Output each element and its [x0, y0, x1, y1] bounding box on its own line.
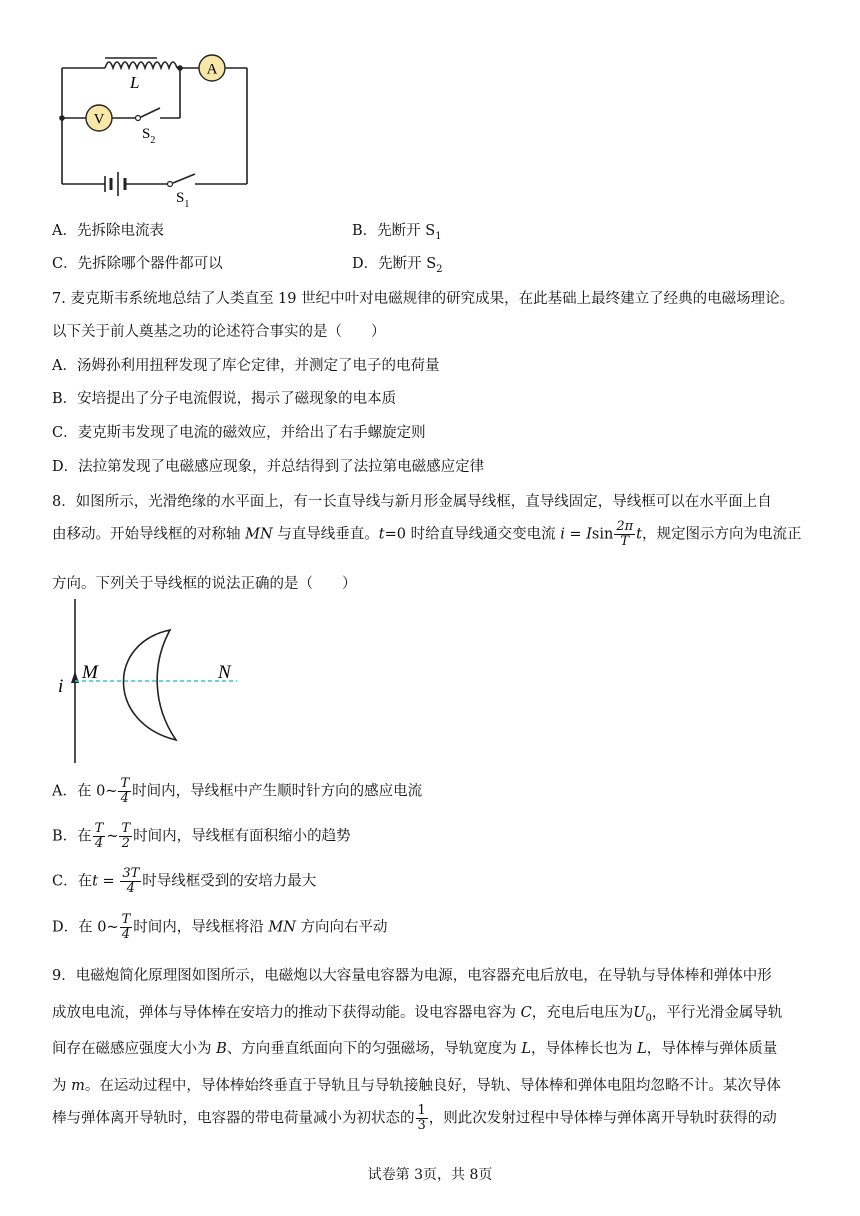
q8-stem-line3: 方向。下列关于导线框的说法正确的是（ ） [52, 576, 357, 592]
q7-option-b: B．安培提出了分子电流假说，揭示了磁现象的电本质 [52, 391, 397, 407]
q9-line4: 为 m。在运动过程中，导体棒始终垂直于导轨且与导轨接触良好，导轨、导体棒和弹体电阻均忽略不计。某次导体 [52, 1078, 781, 1094]
svg-text:i: i [58, 676, 64, 697]
q7-stem-line1: 7. 麦克斯韦系统地总结了人类直至 19 世纪中叶对电磁规律的研究成果，在此基础上最终建立了经典的电磁场理论。 [52, 291, 795, 307]
circuit-diagram [50, 48, 260, 208]
q8-stem-line1: 8．如图所示，光滑绝缘的水平面上，有一长直导线与新月形金属导线框，直导线固定，导线框可以在水平面上自 [52, 494, 772, 510]
crescent-loop-diagram [52, 595, 252, 770]
q7-stem-line2: 以下关于前人奠基之功的论述符合事实的是（ ） [52, 324, 386, 340]
q6-option-a: A．先拆除电流表 [52, 223, 164, 239]
svg-text:S2: $S_2$ [142, 126, 156, 146]
q9-line1: 9．电磁炮简化原理图如图所示，电磁炮以大容量电容器为电源，电容器充电后放电，在导轨与导体棒和弹体中形 [52, 968, 772, 984]
svg-text:N: N [218, 662, 231, 683]
q6-option-b: B．先断开 $S_1$ [352, 223, 442, 242]
q7-option-a: A．汤姆孙利用扭秤发现了库仑定律，并测定了电子的电荷量 [52, 358, 440, 374]
q8-option-b: B．在 $\frac{T}{4}$ ~ $\frac{T}{2}$ 时间内，导线框有面积缩小的趋势 [52, 821, 351, 851]
q8-option-d: D．在 0~ $\frac{T}{4}$ 时间内，导线框将沿 MN 方向向右平动 [52, 912, 388, 942]
q9-line2: 成放电电流，弹体与导体棒在安培力的推动下获得动能。设电容器电容为 C，充电后电压为$U_0$，平行光滑金属导轨 [52, 1005, 783, 1024]
q8-option-c: C．在t = $\frac{3T}{4}$ 时导线框受到的安培力最大 [52, 866, 317, 896]
page-footer: 试卷第 3页，共 8页 [367, 1167, 493, 1183]
svg-text:M: M [82, 662, 98, 683]
q8-stem-line2: 由移动。开始导线框的对称轴 MN 与直导线垂直。t=0 时给直导线通交变电流 i = Isin $\frac{2\pi}{T}$ t，规定图示方向为电流正 [52, 519, 802, 549]
q8-option-a: A．在 0~ $\frac{T}{4}$ 时间内，导线框中产生顺时针方向的感应电流 [52, 776, 423, 806]
q7-option-d: D．法拉第发现了电磁感应现象，并总结得到了法拉第电磁感应定律 [52, 459, 485, 475]
svg-text:V: V [93, 111, 105, 128]
q7-option-c: C．麦克斯韦发现了电流的磁效应，并给出了右手螺旋定则 [52, 425, 426, 441]
q6-option-d: D．先断开 $S_2$ [352, 256, 443, 275]
q6-option-c: C．先拆除哪个器件都可以 [52, 256, 223, 272]
svg-text:S1: $S_1$ [176, 190, 190, 208]
svg-text:L: L [130, 73, 140, 92]
q9-line3: 间存在磁感应强度大小为 B、方向垂直纸面向下的匀强磁场，导轨宽度为 L，导体棒长也为 L，导体棒与弹体质量 [52, 1041, 778, 1057]
q9-line5: 棒与弹体离开导轨时，电容器的带电荷量减小为初状态的 $\frac{1}{3}$ ，则此次发射过程中导体棒与弹体离开导轨时获得的动 [52, 1103, 777, 1133]
svg-text:A: A [206, 61, 218, 78]
